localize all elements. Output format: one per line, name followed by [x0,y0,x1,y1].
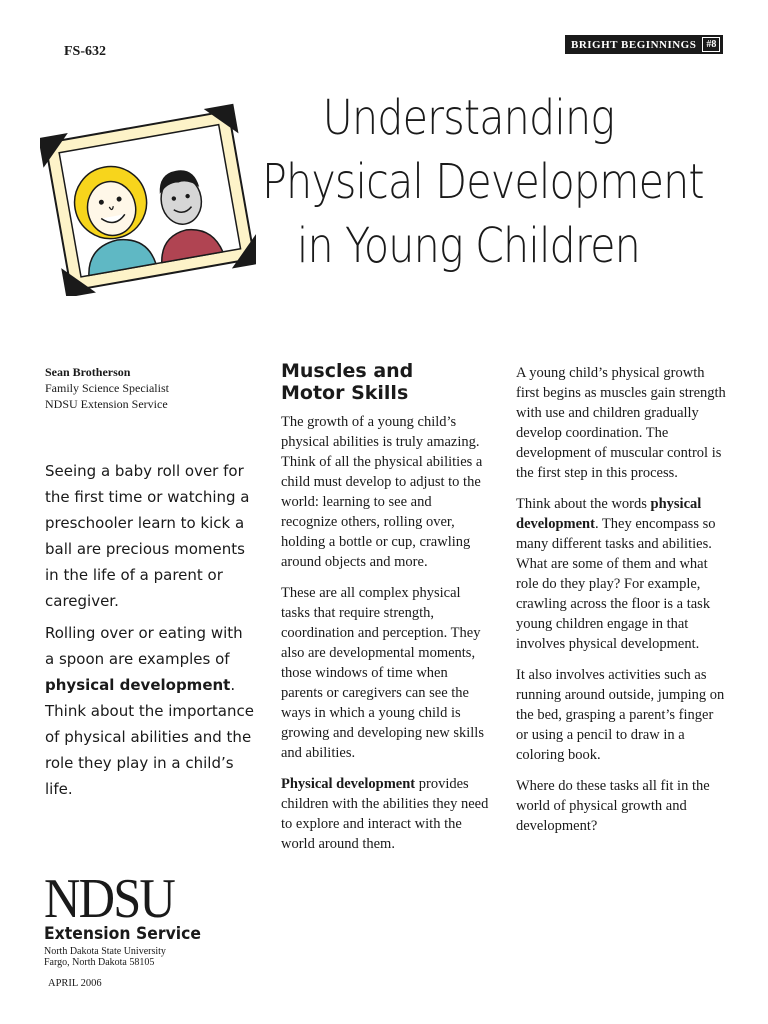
heading-line-2: Motor Skills [281,382,409,404]
author-name: Sean Brotherson [45,365,131,379]
ndsu-logo [44,868,215,968]
intro-paragraph-1: Seeing a baby roll over for the first time or watching a preschooler learn to kick a ball are precious moments in the life of a parent or caregiver. [45,462,250,610]
author-role: Family Science Specialist [45,381,169,395]
intro-paragraph-2 [45,620,255,802]
page-title [262,86,704,278]
col3-paragraph-1: A young child’s physical growth first begins as muscles gain strength with use and children gradually develop coordination. The development of muscular control is the first step in this process. [516,365,726,481]
publication-date: APRIL 2006 [48,978,102,989]
series-badge [565,35,723,54]
ndsu-address [44,946,215,968]
intro-p2-before: Rolling over or eating with a spoon are examples of [45,624,243,668]
col3-p2-after: . They encompass so many different tasks and abilities. What are some of them and what role do they play? For example, crawling across the floor is a task young children engage in that involves physical development. [516,516,716,652]
author-org: NDSU Extension Service [45,397,168,411]
intro-p2-bold: physical development [45,676,231,694]
column-3 [516,363,728,847]
col3-paragraph-4: Where do these tasks all fit in the world of physical growth and development? [516,778,710,834]
col2-p3-rest: provides children with the abilities they need to explore and interact with the world around them. [281,776,489,852]
section-heading [281,360,491,404]
address-line-2: Fargo, North Dakota 58105 [44,957,155,968]
title-line-3: in Young Children [296,218,640,274]
heading-line-1: Muscles and [281,360,414,382]
col2-p3-bold: Physical development [281,776,416,792]
address-line-1: North Dakota State University [44,946,166,957]
intro-p2-after: . Think about the importance of physical abilities and the role they play in a child’s life. [45,676,254,798]
col2-paragraph-1: The growth of a young child’s physical abilities is truly amazing. Think of all the physical abilities a child must develop to adjust to the world: learning to see and recognize others, rolling over, holding a bottle or cup, crawling around objects and more. [281,414,483,570]
col3-paragraph-2 [516,494,728,654]
document-code: FS-632 [64,44,106,59]
col3-p2-bold: physical development [516,496,702,532]
col3-paragraph-3: It also involves activities such as running around outside, jumping on the bed, grasping a parent’s finger or using a pencil to draw in a coloring book. [516,667,725,763]
series-number: #8 [702,37,720,52]
series-label: BRIGHT BEGINNINGS [571,38,697,51]
author-block [45,364,169,412]
ndsu-extension-label: Extension Service [44,924,202,944]
intro-text [45,458,255,808]
col2-paragraph-2: These are all complex physical tasks that require strength, coordination and perception. They also are developmental moments, those windows of time when parents or caregivers can see the ways in which a young child is growing and developing new skills and abilities. [281,585,484,761]
title-line-2: Physical Development [262,154,704,210]
column-2 [281,360,491,865]
col3-p2-before: Think about the words [516,496,651,512]
photo-frame-illustration [40,96,256,296]
title-line-1: Understanding [322,90,615,146]
col2-paragraph-3 [281,774,491,854]
ndsu-wordmark: NDSU [44,868,175,930]
